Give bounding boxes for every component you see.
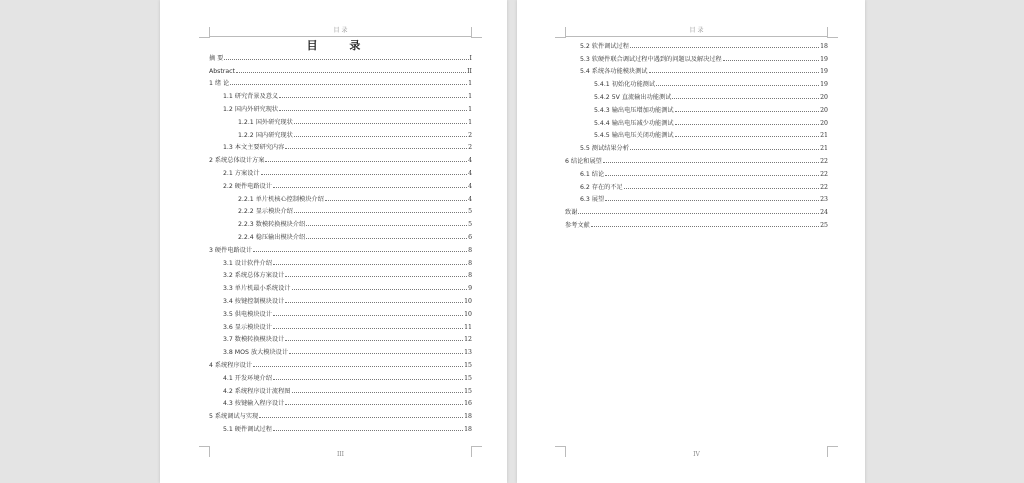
toc-entry-label: 3.3 单片机最小系统设计 (223, 285, 291, 293)
toc-entry-label: 1 绪 论 (209, 80, 230, 88)
dot-leader (285, 340, 463, 341)
dot-leader (591, 226, 819, 227)
toc-entry[interactable] (209, 305, 472, 318)
page-number: III (336, 451, 345, 458)
toc-entry[interactable] (209, 87, 472, 100)
toc-entry-page: 20 (820, 93, 828, 101)
toc-entry[interactable] (209, 292, 472, 305)
toc-entry-page: 19 (820, 55, 828, 63)
toc-entry[interactable] (209, 203, 472, 216)
toc-entry[interactable] (209, 331, 472, 344)
toc-entry[interactable] (565, 63, 828, 76)
toc-entry-page: 8 (468, 272, 472, 280)
toc-entry[interactable] (209, 343, 472, 356)
toc-entry[interactable] (209, 241, 472, 254)
dot-leader (306, 238, 467, 239)
dot-leader (723, 60, 819, 61)
crop-mark (471, 27, 482, 38)
toc-entry-page: 1 (468, 105, 472, 113)
toc-entry-page: 4 (468, 169, 472, 177)
toc-entry[interactable] (209, 164, 472, 177)
toc-entry-label: 5.4.3 输出电压增加功能测试 (594, 106, 674, 114)
toc-list (565, 37, 828, 229)
dot-leader (675, 111, 820, 112)
dot-leader (261, 174, 468, 175)
toc-entry-page: 1 (468, 118, 472, 126)
dot-leader (675, 124, 820, 125)
toc-entry-page: II (467, 67, 472, 75)
toc-entry[interactable] (565, 139, 828, 152)
toc-entry-label: 3.5 供电模块设计 (223, 310, 272, 318)
toc-entry-label: 3.8 MOS 放大模块设计 (223, 349, 289, 357)
toc-entry-page: 2 (468, 144, 472, 152)
page-number: IV (693, 451, 700, 458)
toc-entry-page: 19 (820, 81, 828, 89)
toc-entry-page: 11 (464, 323, 472, 331)
toc-entry[interactable] (565, 152, 828, 165)
toc-entry[interactable] (209, 113, 472, 126)
toc-entry[interactable] (209, 75, 472, 88)
toc-entry-page: 9 (468, 285, 472, 293)
toc-entry-page: 23 (820, 196, 828, 204)
toc-entry-label: 3.1 设计软件介绍 (223, 259, 272, 267)
toc-entry-label: 6.2 存在的不足 (580, 183, 623, 191)
toc-title: 目 录 (306, 39, 375, 52)
toc-entry-page: 22 (820, 183, 828, 191)
toc-entry-label: 5.3 软硬件联合调试过程中遇到的问题以及解决过程 (580, 55, 722, 63)
dot-leader (630, 149, 819, 150)
dot-leader (253, 366, 463, 367)
toc-entry-label: 6.3 展望 (580, 196, 605, 204)
toc-entry-page: 22 (820, 157, 828, 165)
toc-entry[interactable] (565, 165, 828, 178)
toc-entry-label: 3.6 显示模块设计 (223, 323, 272, 331)
toc-entry-page: 4 (468, 157, 472, 165)
dot-leader (265, 161, 467, 162)
toc-entry-label: 5.4.4 输出电压减少功能测试 (594, 119, 674, 127)
toc-entry[interactable] (565, 114, 828, 127)
toc-entry[interactable] (565, 191, 828, 204)
document-page-3 (160, 0, 507, 483)
dot-leader (672, 98, 819, 99)
dot-leader (236, 72, 466, 73)
document-page-4 (517, 0, 865, 483)
toc-entry-label: 2 系统总体设计方案 (209, 157, 265, 165)
toc-entry[interactable] (565, 37, 828, 50)
toc-entry[interactable] (565, 203, 828, 216)
toc-entry[interactable] (209, 318, 472, 331)
dot-leader (285, 302, 463, 303)
dot-leader (605, 200, 819, 201)
toc-entry[interactable] (209, 126, 472, 139)
toc-entry-page: 20 (820, 119, 828, 127)
toc-entry[interactable] (209, 177, 472, 190)
toc-entry[interactable] (209, 190, 472, 203)
toc-entry-page: 21 (820, 132, 828, 140)
toc-entry-page: 1 (468, 93, 472, 101)
dot-leader (273, 264, 467, 265)
toc-entry-page: 18 (464, 425, 472, 433)
dot-leader (603, 162, 819, 163)
dot-leader (273, 315, 463, 316)
dot-leader (230, 84, 467, 85)
toc-entry-page: 15 (464, 387, 472, 395)
dot-leader (292, 289, 468, 290)
dot-leader (279, 110, 467, 111)
toc-entry-page: 24 (820, 209, 828, 217)
dot-leader (624, 188, 819, 189)
toc-entry[interactable] (209, 215, 472, 228)
toc-entry[interactable] (209, 151, 472, 164)
toc-entry-label: 1.1 研究背景及意义 (223, 93, 279, 101)
toc-entry[interactable] (209, 395, 472, 408)
dot-leader (294, 123, 467, 124)
toc-entry-page: 19 (820, 68, 828, 76)
toc-entry[interactable] (565, 75, 828, 88)
toc-entry-page: 18 (820, 42, 828, 50)
dot-leader (259, 417, 463, 418)
toc-entry-label: 5.2 软件调试过程 (580, 42, 629, 50)
toc-entry-page: 22 (820, 170, 828, 178)
toc-entry-label: 4.3 按键输入程序设计 (223, 400, 285, 408)
toc-entry-label: 5.4.5 输出电压关闭功能测试 (594, 132, 674, 140)
toc-entry[interactable] (209, 267, 472, 280)
toc-entry[interactable] (209, 139, 472, 152)
dot-leader (294, 212, 467, 213)
dot-leader (279, 97, 467, 98)
crop-mark (471, 446, 482, 457)
toc-entry[interactable] (565, 50, 828, 63)
toc-entry-label: 1.2.2 国内研究现状 (238, 131, 293, 139)
toc-entry-page: 2 (468, 131, 472, 139)
dot-leader (306, 225, 467, 226)
dot-leader (605, 175, 819, 176)
toc-entry[interactable] (565, 88, 828, 101)
dot-leader (289, 353, 463, 354)
toc-entry[interactable] (209, 407, 472, 420)
dot-leader (294, 136, 467, 137)
toc-entry-label: 5.5 测试结果分析 (580, 145, 629, 153)
toc-entry-label: 4.2 系统程序设计流程图 (223, 387, 291, 395)
dot-leader (649, 72, 820, 73)
toc-entry-label: 6.1 结论 (580, 170, 605, 178)
toc-entry[interactable] (209, 356, 472, 369)
dot-leader (292, 392, 464, 393)
dot-leader (325, 200, 467, 201)
dot-leader (285, 276, 467, 277)
toc-entry-page: 18 (464, 413, 472, 421)
toc-entry[interactable] (209, 49, 472, 62)
toc-entry-page: 10 (464, 310, 472, 318)
toc-entry-label: 2.2 硬件电路设计 (223, 182, 272, 190)
toc-entry-page: 21 (820, 145, 828, 153)
toc-entry-label: 2.2.3 数模转换模块介绍 (238, 221, 306, 229)
toc-entry-label: Abstract (209, 67, 235, 75)
page-header: 目 录 (333, 27, 348, 34)
toc-entry-label: 5.4.1 初始化功能测试 (594, 81, 656, 89)
toc-entry-label: 2.1 方案设计 (223, 169, 260, 177)
toc-entry[interactable] (565, 127, 828, 140)
dot-leader (578, 213, 819, 214)
toc-entry[interactable] (565, 216, 828, 229)
toc-entry-page: 15 (464, 374, 472, 382)
toc-entry-page: 8 (468, 246, 472, 254)
toc-entry-page: 16 (464, 400, 472, 408)
toc-entry-label: 3.2 系统总体方案设计 (223, 272, 285, 280)
toc-entry-page: 5 (468, 208, 472, 216)
toc-entry-label: 6 结论和展望 (565, 157, 602, 165)
toc-entry-label: 4 系统程序设计 (209, 361, 253, 369)
dot-leader (285, 404, 463, 405)
toc-entry-label: 1.2.1 国外研究现状 (238, 118, 293, 126)
dot-leader (253, 251, 467, 252)
toc-entry[interactable] (209, 382, 472, 395)
toc-entry-label: 2.2.4 稳压输出模块介绍 (238, 233, 306, 241)
toc-entry-label: 5.4 系统各功能模块测试 (580, 68, 648, 76)
toc-entry[interactable] (565, 178, 828, 191)
toc-entry-label: 3.4 按键控制模块设计 (223, 297, 285, 305)
toc-entry-label: 4.1 开发环境介绍 (223, 374, 272, 382)
dot-leader (273, 328, 463, 329)
dot-leader (224, 59, 468, 60)
dot-leader (656, 85, 819, 86)
toc-entry-label: 3 硬件电路设计 (209, 246, 253, 254)
toc-entry-page: 8 (468, 259, 472, 267)
dot-leader (675, 136, 820, 137)
toc-entry-label: 致谢 (565, 209, 578, 217)
toc-entry-page: 12 (464, 336, 472, 344)
dot-leader (630, 47, 819, 48)
toc-entry-label: 5.1 硬件调试过程 (223, 425, 272, 433)
toc-entry[interactable] (209, 100, 472, 113)
toc-entry-page: 25 (820, 221, 828, 229)
toc-entry-page: 4 (468, 182, 472, 190)
toc-entry-page: 15 (464, 361, 472, 369)
toc-entry-label: 3.7 数模转换模块设计 (223, 336, 285, 344)
toc-entry-label: 摘 要 (209, 54, 224, 62)
toc-entry-page: 4 (468, 195, 472, 203)
dot-leader (273, 379, 463, 380)
toc-entry[interactable] (209, 420, 472, 433)
toc-entry[interactable] (209, 62, 472, 75)
toc-entry[interactable] (209, 369, 472, 382)
toc-entry-page: 5 (468, 221, 472, 229)
toc-list (209, 49, 472, 433)
toc-entry-page: 10 (464, 297, 472, 305)
toc-entry-label: 2.2.1 单片机核心控制模块介绍 (238, 195, 324, 203)
toc-entry-page: 13 (464, 349, 472, 357)
toc-entry-label: 5.4.2 5V 直流输出功能测试 (594, 93, 672, 101)
toc-entry[interactable] (209, 279, 472, 292)
crop-mark (827, 446, 838, 457)
toc-entry-page: 20 (820, 106, 828, 114)
crop-mark (827, 27, 838, 38)
toc-entry[interactable] (565, 101, 828, 114)
toc-entry[interactable] (209, 228, 472, 241)
toc-entry-label: 2.2.2 显示模块介绍 (238, 208, 293, 216)
toc-entry-label: 参考文献 (565, 221, 590, 229)
toc-entry-label: 1.3 本文主要研究内容 (223, 144, 285, 152)
toc-entry[interactable] (209, 254, 472, 267)
toc-entry-label: 5 系统调试与实现 (209, 413, 259, 421)
dot-leader (273, 187, 467, 188)
toc-entry-label: 1.2 国内外研究现状 (223, 105, 279, 113)
page-header: 目 录 (689, 27, 704, 34)
toc-entry-page: I (469, 54, 472, 62)
dot-leader (285, 148, 467, 149)
toc-entry-page: 6 (468, 233, 472, 241)
toc-entry-page: 1 (468, 80, 472, 88)
dot-leader (273, 430, 463, 431)
